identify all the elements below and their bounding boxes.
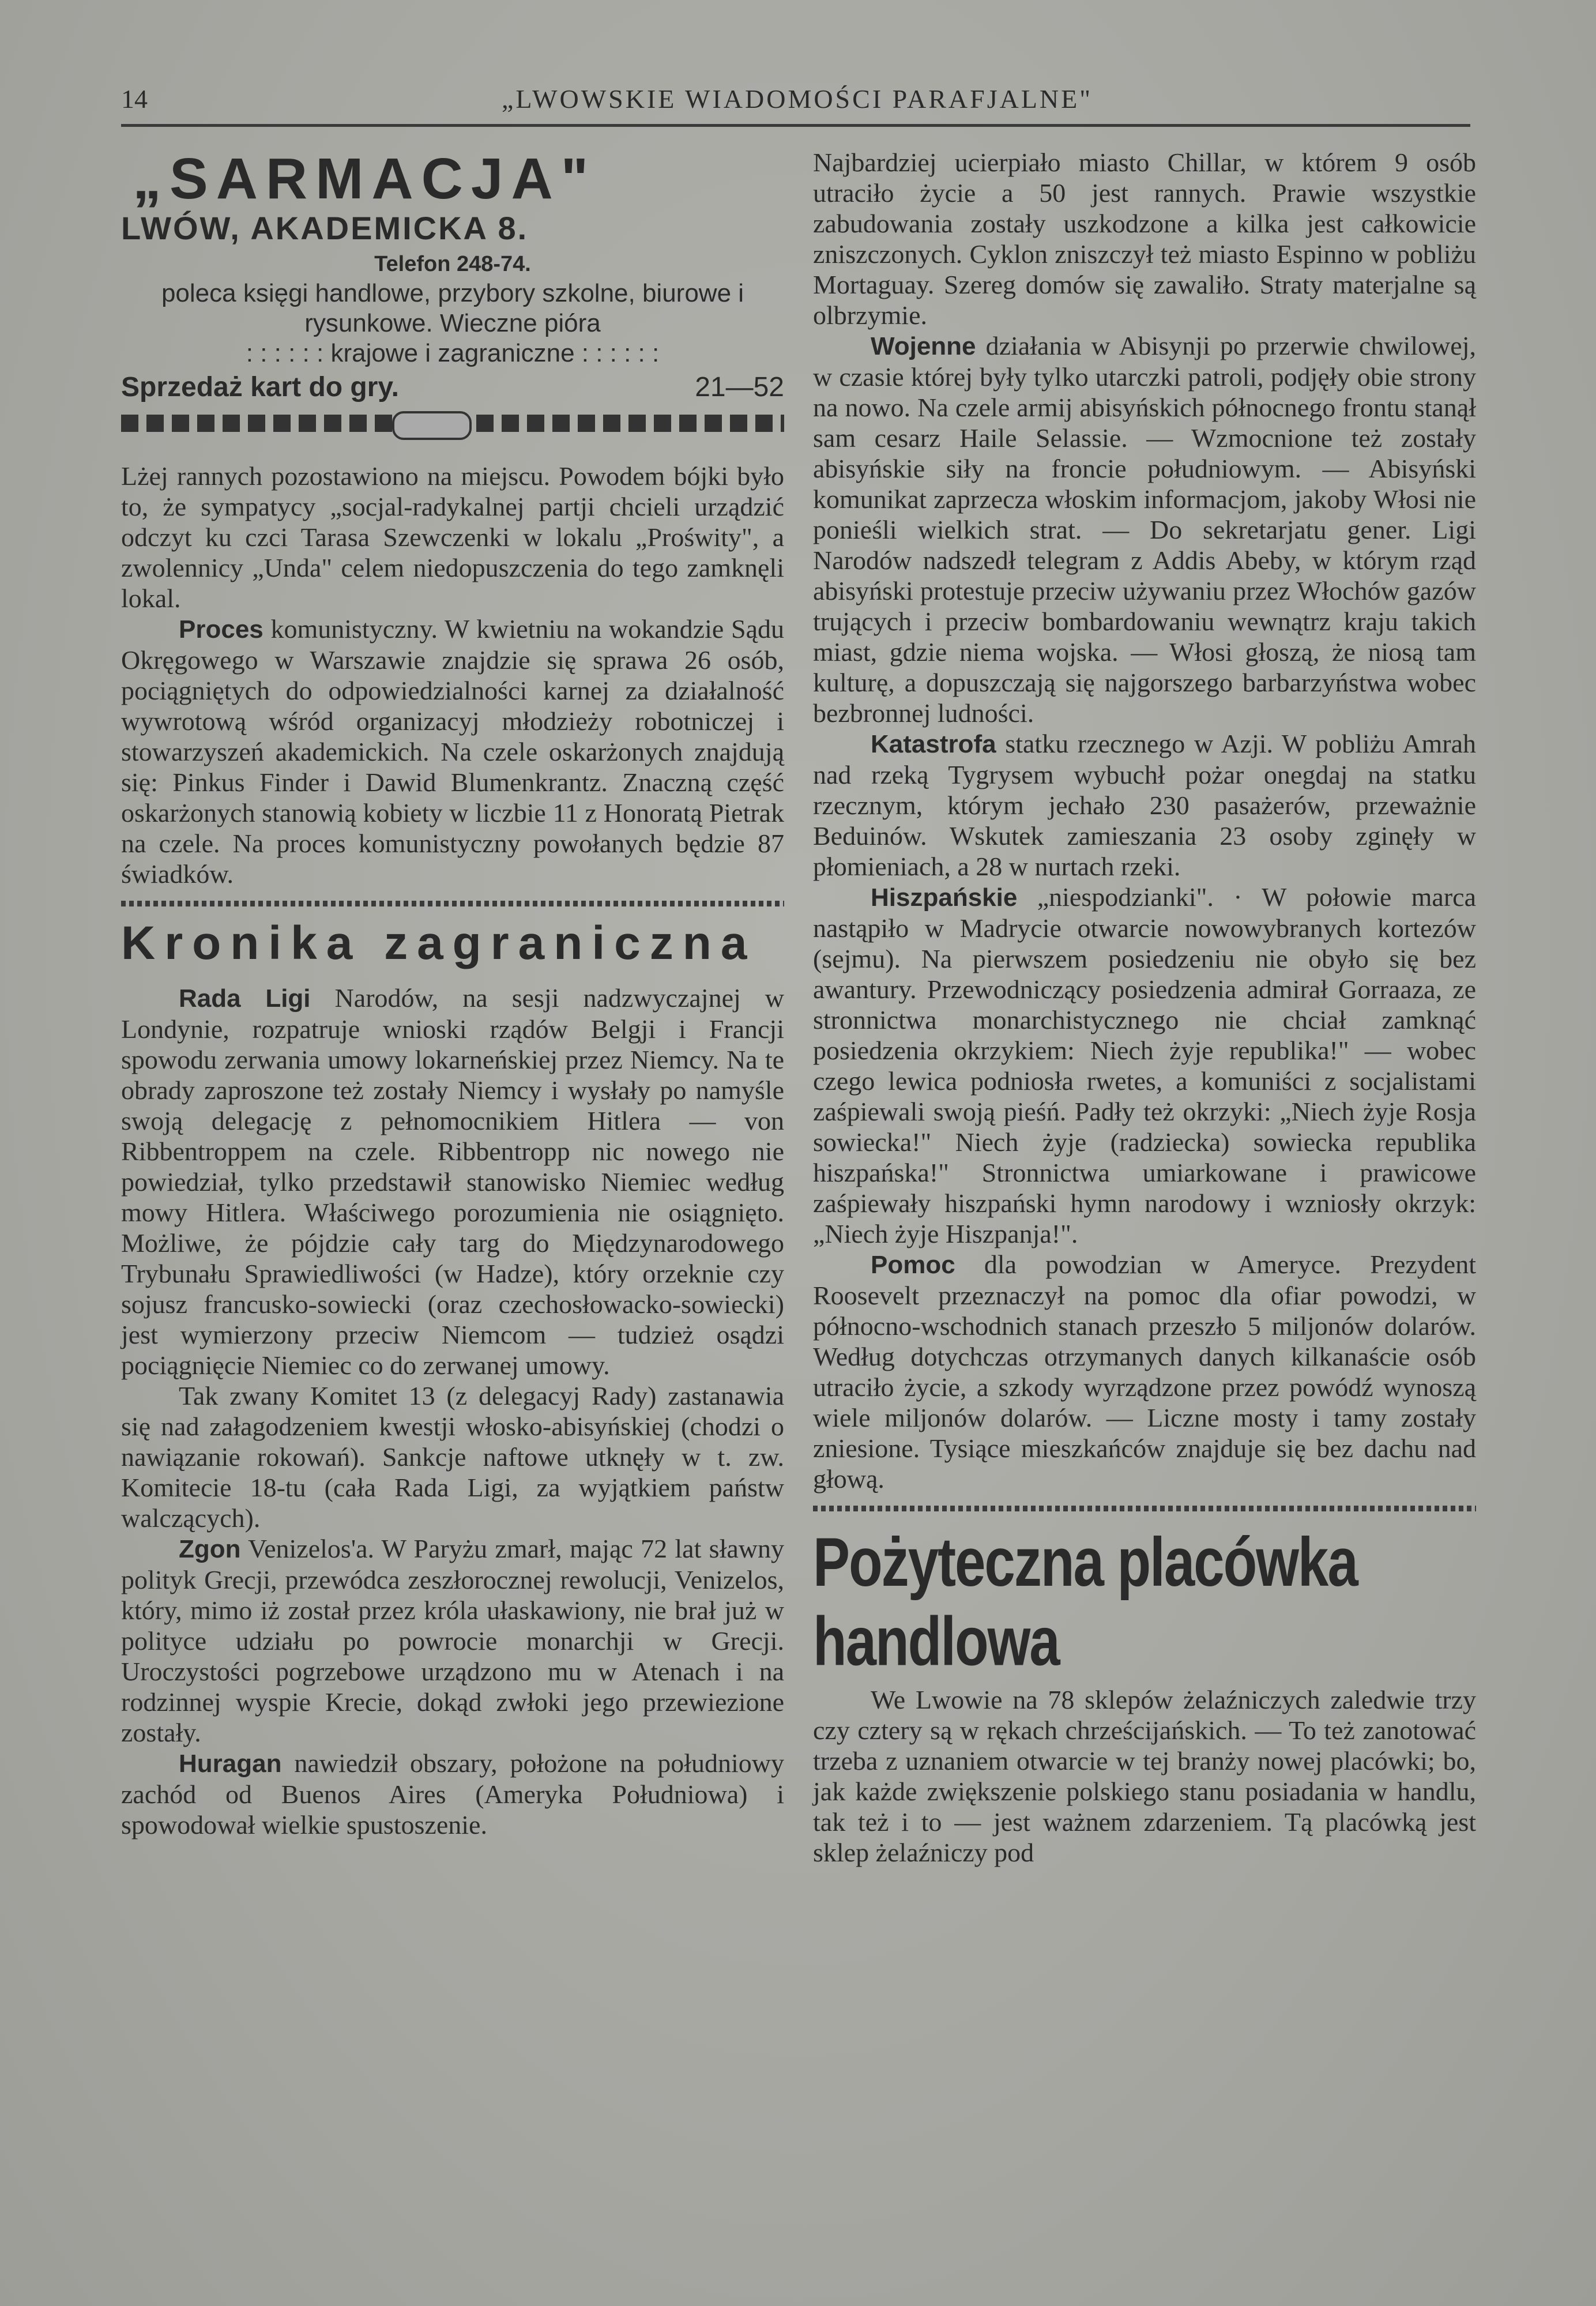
article-text: Narodów, na sesji nadzwyczajnej w Londynie, rozpatruje wnioski rządów Belgji i Francji spowodu zerwania umowy lokarneńskiej przez Niemcy. Na te obrady zaproszone też zostały Niemcy i wysłały po namyśle swoją delegację z pełnomocnikiem Hitlera — von Ribbentroppem na czele. Ribbentropp nic nowego nie powiedział, tylko przedstawił stanowisko Niemiec według mowy Hitlera. Właściwego porozumienia nie osiągnięto. Możliwe, że pójdzie cały targ do Międzynarodowego Trybunału Sprawiedliwości (w Hadze), który orzeknie czy sojusz francusko-sowiecki (oraz czechosłowacko-sowiecki) jest wymierzony przeciw Niemcom — tudzież osądzi pociągnięcie Niemiec co do zerwanej umowy. xyxy=(121,983,784,1380)
ornament-divider xyxy=(121,415,784,432)
article-paragraph: Najbardziej ucierpiało miasto Chillar, w którem 9 osób utraciło życie a 50 jest rannych. Prawie wszystkie zabudowania zostały uszkodzone a kilka jest całkowicie zniszczonych. Cyklon zniszczył też miasto Espinno w pobliżu Mortaguay. Szereg domów się zawaliło. Straty materjalne są olbrzymie. xyxy=(813,148,1476,330)
right-column xyxy=(813,147,1476,1868)
article-text: Venizelos'a. W Paryżu zmarł, mając 72 lat sławny polityk Grecji, przewódca zeszłorocznej rewolucji, Venizelos, który, mimo iż został przez króla ułaskawiony, nie brał już w polityce udziału po powrocie monarchji w Grecji. Uroczystości pogrzebowe urządzono mu w Atenach i na rodzinnej wyspie Krecie, dokąd zwłoki jego przewiezione zostały. xyxy=(121,1534,784,1747)
running-title: „LWOWSKIE WIADOMOŚCI PARAFJALNE" xyxy=(502,84,1093,114)
article-text: dla powodzian w Ameryce. Prezydent Roosevelt przeznaczył na pomoc dla ofiar powodzi, w północno-wschodnich stanach przeszło 5 miljonów dolarów. Według dotychczas otrzymanych danych kilkanaście osób utraciło życie, a szkody wyrządzone przez powódź wynoszą wiele miljonów dolarów. — Liczne mosty i tamy zostały zniesione. Tysiące mieszkańców znajduje się bez dachu nad głową. xyxy=(813,1250,1476,1494)
ad-sale-line xyxy=(121,371,784,404)
article-text: statku rzecznego w Azji. W pobliżu Amrah nad rzeką Tygrysem wybuchł pożar onegdaj na statku rzecznym, którym jechało 230 pasażerów, przeważnie Beduinów. Wskutek zamieszania 23 osoby zginęły w płomieniach, a 28 w nurtach rzeki. xyxy=(813,729,1476,881)
article-text: nawiedził obszary, położone na południowy zachód od Buenos Aires (Ameryka Południowa) i spowodował wielkie spustoszenie. xyxy=(121,1748,784,1839)
page-header xyxy=(121,78,1470,127)
ad-code: 21—52 xyxy=(695,372,784,402)
article-paragraph: Lżej rannych pozostawiono na miejscu. Powodem bójki było to, że sympatycy „socjal-radykalnej partji chcieli urządzić odczyt ku czci Tarasa Szewczenki w lokalu „Proświty", a zwolennicy „Unda" celem niedopuszczenia do tego zamknęli lokal. xyxy=(121,461,784,613)
left-column xyxy=(121,147,784,1840)
dotted-divider xyxy=(121,901,784,906)
article-text: „niespodzianki". · W połowie marca nastąpiło w Madrycie otwarcie nowowybranych kortezów (sejmu). Na pierwszem posiedzeniu nie obyło się bez awantury. Przewodniczący posiedzenia admirał Gorraaza, ze stronnictwa monarchistycznego nie chciał zamknąć posiedzenia okrzykiem: Niech żyje republika!" — wobec czego lewica podniosła rwetes, a komuniści z socjalistami zaśpiewali swoją pieśń. Padły też okrzyki: „Niech żyje Rosja sowiecka!" Niech żyje (radziecka) sowiecka republika hiszpańska!" Stronnictwa umiarkowane i prawicowe zaśpiewały hiszpański hymn narodowy i wzniosły okrzyk: „Niech żyje Hiszpanja!". xyxy=(813,882,1476,1248)
lead-word: Katastrofa xyxy=(871,730,996,758)
article-text: komunistyczny. W kwietniu na wokandzie Sądu Okręgowego w Warszawie znajdzie się sprawa 26 osób, pociągniętych do odpowiedzialności karnej za działalność wywrotową wśród organizacyj młodzieży robotniczej i stowarzyszeń akademickich. Na czele oskarżonych znajdują się: Pinkus Finder i Dawid Blumenkrantz. Znaczną część oskarżonych stanowią kobiety w liczbie 11 z Honoratą Pietrak na czele. Na proces komunistyczny powołanych będzie 87 świadków. xyxy=(121,614,784,889)
article-katastrofa xyxy=(813,728,1476,882)
article-hiszpanskie xyxy=(813,882,1476,1249)
lead-word: Pomoc xyxy=(871,1251,955,1279)
article-komitet: Tak zwany Komitet 13 (z delegacyj Rady) zastanawia się nad załagodzeniem kwestji włosko-abisyńskiej (chodzi o nawiązanie rokowań). Sankcje naftowe utknęły w t. zw. Komitecie 18-tu (cała Rada Ligi, za wyjątkiem państw walczących). xyxy=(121,1381,784,1533)
page-number: 14 xyxy=(121,84,148,114)
ad-address: LWÓW, AKADEMICKA 8. xyxy=(121,210,529,246)
article-wojenne xyxy=(813,330,1476,728)
ad-offer-line: poleca księgi handlowe, przybory szkolne, biurowe i rysunkowe. Wieczne pióra xyxy=(161,279,744,337)
section-title-pozyteczna: Pożyteczna placówka handlowa xyxy=(813,1523,1357,1680)
lead-word: Rada Ligi xyxy=(179,984,311,1013)
section-title-kronika: Kronika zagraniczna xyxy=(121,917,756,969)
lead-word: Proces xyxy=(179,615,264,644)
lead-word: Hiszpańskie xyxy=(871,883,1018,912)
article-text: działania w Abisynji po przerwie chwilowej, w czasie której były tylko utarczki patroli, podjęły obie strony na nowo. Na czele armij abisyńskich północnego frontu stanął sam cesarz Haile Selassie. — Wzmocnione też zostały abisyńskie siły na froncie południowym. — Abisyński komunikat zaprzecza włoskim informacjom, jakoby Włosi nie ponieśli wielkich strat. — Do sekretarjatu gener. Ligi Narodów nadszedł telegram z Addis Abeby, w którym rząd abisyński protestuje przeciw używaniu przez Włochów gazów trujących i przeciw bombardowaniu wewnątrz kraju takich miast, gdzie niema wojska. — Włosi głoszą, że niosą tam kulturę, a dopuszczają się najgorszego barbarzyństwa wobec bezbronnej ludności. xyxy=(813,331,1476,728)
dotted-divider xyxy=(813,1506,1476,1511)
lead-word: Wojenne xyxy=(871,332,976,360)
article-placowka: We Lwowie na 78 sklepów żelaźniczych zaledwie trzy czy cztery są w rękach chrześcijańskich. — To też zanotować trzeba z uznaniem otwarcie w tej branży nowej placówki; bo, jak każde zwiększenie polskiego stanu posiadania w handlu, tak też i to — jest ważnem zdarzeniem. Tą placówką jest sklep żelaźniczy pod xyxy=(813,1685,1476,1867)
sarmacja-advertisement xyxy=(121,147,784,404)
lead-word: Zgon xyxy=(179,1535,241,1563)
article-rada-ligi xyxy=(121,983,784,1380)
article-pomoc xyxy=(813,1249,1476,1494)
article-proces xyxy=(121,614,784,889)
ad-offer-line-2: : : : : : : krajowe i zagraniczne : : : : : : xyxy=(246,339,660,367)
ad-sale-text: Sprzedaż kart do gry. xyxy=(121,372,399,402)
article-huragan xyxy=(121,1748,784,1840)
lead-word: Huragan xyxy=(179,1750,282,1778)
ad-phone: Telefon 248-74. xyxy=(374,252,531,276)
article-zgon xyxy=(121,1533,784,1748)
ad-title: „SARMACJA" xyxy=(133,146,597,211)
